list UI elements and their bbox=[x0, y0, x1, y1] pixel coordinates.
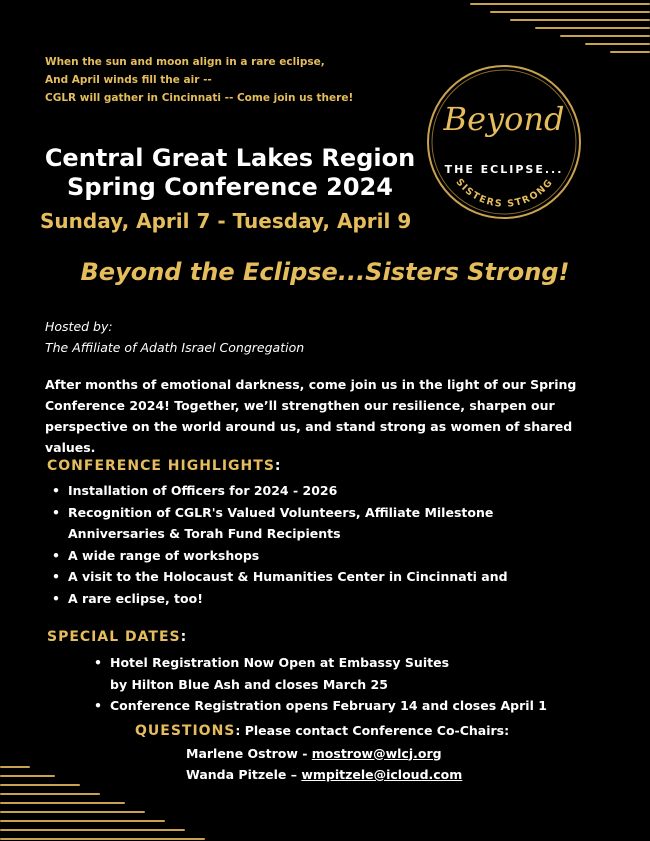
contact-marlene bbox=[135, 743, 509, 765]
list-item: • Installation of Officers for 2024 - 2026 bbox=[50, 480, 590, 502]
invitation-paragraph: After months of emotional darkness, come join us in the light of our Spring Conference 2024! Together, we’ll strengthen our resilience, sharpen our perspective on the world around us, and stand strong as women of shared values. bbox=[45, 377, 577, 455]
special-dates-heading bbox=[47, 629, 187, 645]
intro-poem bbox=[45, 53, 385, 107]
email-link-mostrow[interactable]: mostrow@wlcj.org bbox=[311, 745, 442, 761]
special-dates-list bbox=[92, 652, 572, 717]
conference-title-line-1: Central Great Lakes Region bbox=[44, 144, 416, 172]
questions-section bbox=[135, 720, 509, 786]
logo-line-2: THE ECLIPSE... bbox=[444, 163, 564, 176]
highlights-list bbox=[50, 480, 590, 609]
beyond-the-eclipse-logo bbox=[422, 60, 587, 225]
host-name: The Affiliate of Adath Israel Congregation bbox=[45, 340, 305, 355]
conference-title-line-2: Spring Conference 2024 bbox=[67, 173, 393, 201]
list-item: • A visit to the Holocaust & Humanities Center in Cincinnati and bbox=[50, 566, 590, 588]
list-item: • Hotel Registration Now Open at Embassy Suites by Hilton Blue Ash and closes March 25 bbox=[92, 652, 470, 695]
list-item: • Conference Registration opens February 14 and closes April 1 bbox=[92, 695, 572, 717]
intro-line-1: When the sun and moon align in a rare eclipse, bbox=[45, 56, 325, 68]
highlights-heading-colon: : bbox=[274, 458, 282, 474]
hosted-by-label: Hosted by: bbox=[45, 319, 113, 334]
logo-arc-text: SISTERS STRONG bbox=[453, 176, 556, 210]
questions-heading-row bbox=[135, 720, 509, 743]
questions-heading: QUESTIONS bbox=[135, 723, 236, 739]
list-item: • A rare eclipse, too! bbox=[50, 588, 590, 610]
hosted-by bbox=[45, 316, 304, 358]
special-dates-heading-text: SPECIAL DATES bbox=[47, 629, 181, 645]
contact-wanda bbox=[135, 764, 509, 786]
list-item: • A wide range of workshops bbox=[50, 545, 590, 567]
email-link-wmpitzele[interactable]: wmpitzele@icloud.com bbox=[301, 767, 463, 782]
conference-theme: Beyond the Eclipse...Sisters Strong! bbox=[80, 258, 570, 286]
highlights-heading bbox=[47, 458, 282, 474]
highlights-heading-text: CONFERENCE HIGHLIGHTS bbox=[47, 458, 275, 474]
logo-word: Beyond bbox=[443, 100, 565, 138]
special-dates-heading-colon: : bbox=[180, 629, 188, 645]
questions-text: : Please contact Conference Co-Chairs: bbox=[235, 723, 510, 738]
conference-title bbox=[40, 144, 420, 202]
contact-name: Wanda Pitzele – bbox=[186, 767, 302, 782]
list-item: • Recognition of CGLR's Valued Volunteers, Affiliate Milestone Anniversaries & Torah Fund Recipients bbox=[50, 502, 590, 545]
conference-dates: Sunday, April 7 - Tuesday, April 9 bbox=[40, 209, 412, 233]
contact-name: Marlene Ostrow - bbox=[186, 745, 312, 761]
intro-line-3: CGLR will gather in Cincinnati -- Come join us there! bbox=[45, 92, 354, 104]
intro-line-2: And April winds fill the air -- bbox=[45, 74, 212, 86]
